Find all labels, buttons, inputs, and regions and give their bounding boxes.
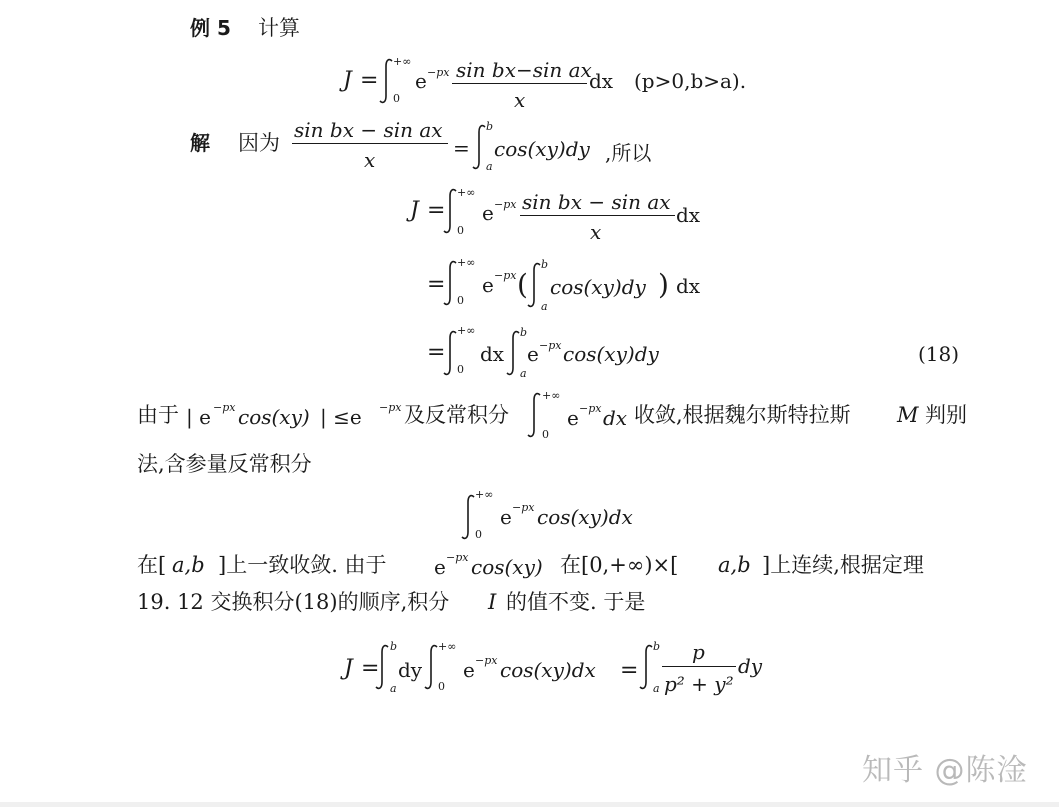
equation-number: (18): [918, 342, 960, 366]
paragraph-1-line-2: 法,含参量反常积分: [137, 452, 312, 476]
fraction: sin bx−sin ax x: [452, 58, 587, 108]
zhihu-watermark: 知乎 @陈淦: [862, 753, 1028, 788]
example-label: 例 5: [190, 16, 231, 40]
example-title: 计算: [258, 16, 300, 40]
solution-label: 解: [190, 131, 210, 155]
top-edge-fragment: [0, 0, 1059, 4]
bottom-edge: [0, 802, 1059, 807]
because-text: 因为: [238, 131, 280, 155]
